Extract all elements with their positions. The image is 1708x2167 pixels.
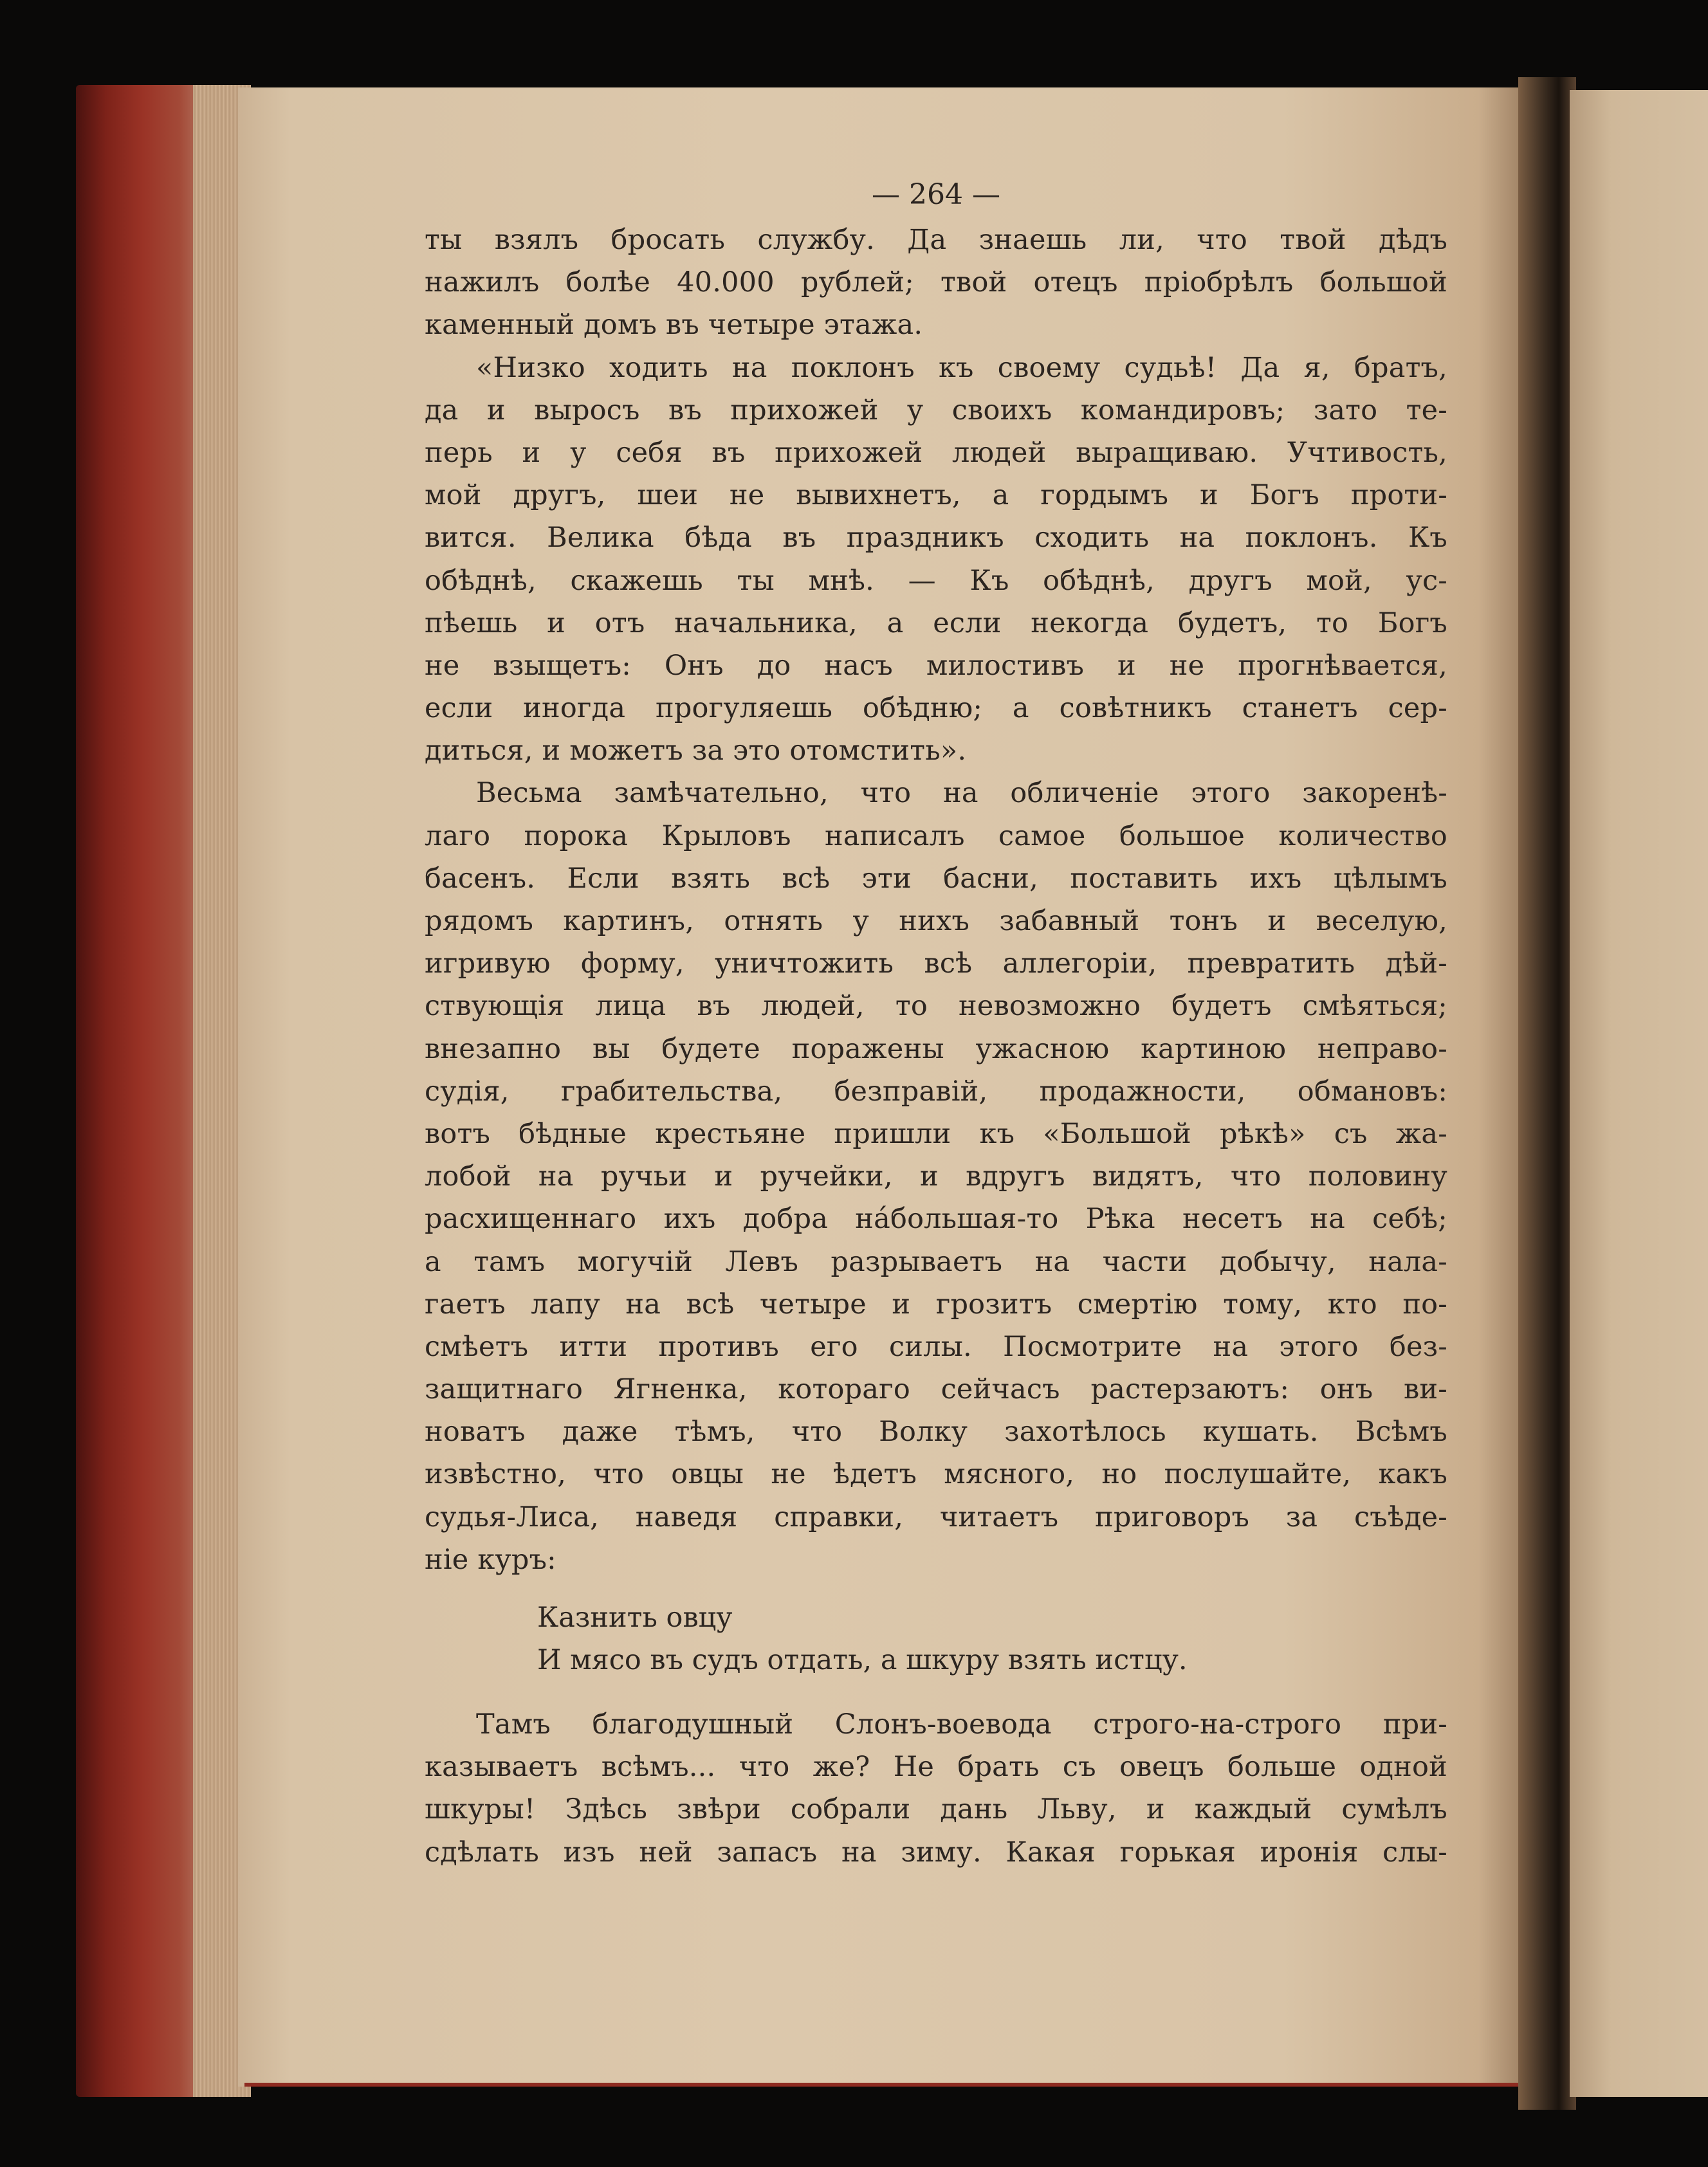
text-line: извѣстно, что овцы не ѣдетъ мясного, но послушайте, какъ (425, 1458, 1447, 1491)
book-gutter (1518, 77, 1576, 2110)
text-line: мой другъ, шеи не вывихнетъ, а гордымъ и Богъ проти- (425, 479, 1447, 512)
text-line: не взыщетъ: Онъ до насъ милостивъ и не прогнѣвается, (425, 649, 1447, 682)
text-line: ствующія лица въ людей, то невозможно будетъ смѣяться; (425, 990, 1447, 1023)
text-line: защитнаго Ягненка, котораго сейчасъ растерзаютъ: онъ ви- (425, 1373, 1447, 1406)
paragraph-2 (425, 347, 1447, 773)
text-line: Тамъ благодушный Слонъ-воевода строго-на-строго при- (476, 1708, 1447, 1741)
text-line: да и выросъ въ прихожей у своихъ командировъ; зато те- (425, 394, 1447, 426)
text-line: нажилъ болѣе 40.000 рублей; твой отецъ пріобрѣлъ большой (425, 266, 1447, 299)
text-line: лаго порока Крыловъ написалъ самое большое количество (425, 819, 1447, 852)
text-line: диться, и можетъ за это отомстить». (425, 735, 967, 767)
text-line: шкуры! Здѣсь звѣри собрали дань Льву, и каждый сумѣлъ (425, 1793, 1447, 1826)
text-line: а тамъ могучій Левъ разрываетъ на части добычу, нала- (425, 1245, 1447, 1278)
text-line: «Низко ходить на поклонъ къ своему судьѣ! Да я, братъ, (476, 351, 1447, 384)
paragraph-4 (425, 1703, 1447, 1874)
text-line: казываетъ всѣмъ... что же? Не брать съ овецъ больше одной (425, 1751, 1447, 1784)
text-line: перь и у себя въ прихожей людей выращиваю. Учтивость, (425, 436, 1447, 469)
page-number: — 264 — (872, 178, 1000, 211)
text-line: каменный домъ въ четыре этажа. (425, 309, 923, 342)
text-line: ты взялъ бросать службу. Да знаешь ли, что твой дѣдъ (425, 224, 1447, 256)
verse-line: Казнить овцу (537, 1602, 733, 1634)
facing-page (1570, 90, 1708, 2097)
page-bottom-edge (244, 2083, 1538, 2087)
text-line: смѣетъ итти противъ его силы. Посмотрите на этого без- (425, 1330, 1447, 1363)
text-line: внезапно вы будете поражены ужасною картиною неправо- (425, 1032, 1447, 1065)
text-line: рядомъ картинъ, отнять у нихъ забавный тонъ и веселую, (425, 905, 1447, 937)
text-line: Весьма замѣчательно, что на обличеніе этого закоренѣ- (476, 777, 1447, 810)
text-line: игривую форму, уничтожить всѣ аллегоріи, превратить дѣй- (425, 947, 1447, 980)
text-line: если иногда прогуляешь обѣдню; а совѣтникъ станетъ сер- (425, 692, 1447, 725)
paragraph-3 (425, 772, 1447, 1581)
text-line: басенъ. Если взять всѣ эти басни, поставить ихъ цѣлымъ (425, 862, 1447, 895)
page-text (425, 174, 1447, 1874)
text-line: вится. Велика бѣда въ праздникъ сходить на поклонъ. Къ (425, 522, 1447, 554)
text-line: расхищеннаго ихъ добра нáбольшая-то Рѣка несетъ на себѣ; (425, 1203, 1447, 1236)
paragraph-1 (425, 219, 1447, 347)
text-line: новатъ даже тѣмъ, что Волку захотѣлось кушать. Всѣмъ (425, 1416, 1447, 1449)
text-line: судія, грабительства, безправій, продажности, обмановъ: (425, 1075, 1447, 1108)
text-line: пѣешь и отъ начальника, а если некогда будетъ, то Богъ (425, 607, 1447, 639)
text-line: обѣднѣ, скажешь ты мнѣ. — Къ обѣднѣ, другъ мой, ус- (425, 564, 1447, 597)
text-line: сдѣлать изъ ней запасъ на зиму. Какая горькая иронія слы- (425, 1836, 1447, 1869)
verse-quote (425, 1596, 1447, 1681)
text-line: вотъ бѣдные крестьяне пришли къ «Большой рѣкѣ» съ жа- (425, 1117, 1447, 1150)
text-line: судья-Лиса, наведя справки, читаетъ приговоръ за съѣде- (425, 1501, 1447, 1533)
verse-line: И мясо въ судъ отдать, а шкуру взять истцу. (537, 1644, 1188, 1676)
text-line: гаетъ лапу на всѣ четыре и грозитъ смертію тому, кто по- (425, 1288, 1447, 1321)
text-line: ніе куръ: (425, 1543, 556, 1576)
text-line: лобой на ручьи и ручейки, и вдругъ видятъ, что половину (425, 1160, 1447, 1193)
